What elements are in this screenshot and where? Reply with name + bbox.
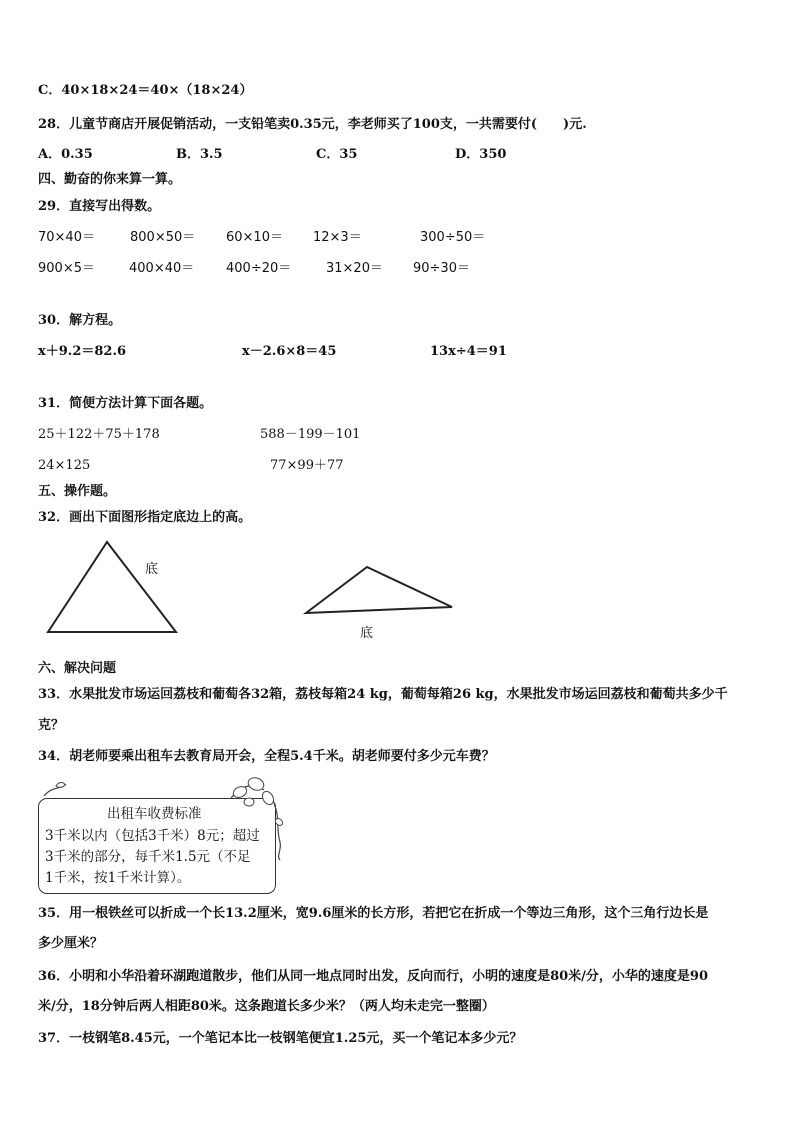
q27-option-c: C．40×18×24＝40×（18×24） [38,83,253,98]
q29-item: 70×40＝ [38,230,95,245]
triangles-figure [0,530,500,650]
q29-item: 12×3＝ [313,230,362,245]
q36-line1: 36．小明和小华沿着环湖跑道散步，他们从同一地点同时出发，反向而行，小明的速度是80米/分，小华的速度是90 [38,969,709,984]
q32-title: 32．画出下面图形指定底边上的高。 [38,510,252,525]
q33-line1: 33．水果批发市场运回荔枝和葡萄各32箱，荔枝每箱24 kg，葡萄每箱26 kg，水果批发市场运回荔枝和葡萄共多少千 [38,687,728,702]
triangle-right [306,567,452,613]
q29-title: 29．直接写出得数。 [38,199,161,214]
q29-item: 800×50＝ [130,230,196,245]
q31-title: 31．简便方法计算下面各题。 [38,396,213,411]
q35-line2: 多少厘米？ [38,936,104,951]
base-label-right: 底 [360,626,374,641]
q33-line2: 克？ [38,718,65,733]
taxi-fare-title: 出租车收费标准 [107,806,202,822]
q30-equation: 13x÷4＝91 [430,344,507,359]
q29-item: 400÷20＝ [226,261,292,276]
taxi-fare-line: 3千米以内（包括3千米）8元；超过 [45,828,260,844]
base-label-left: 底 [145,562,159,577]
q35-line1: 35．用一根铁丝可以折成一个长13.2厘米，宽9.6厘米的长方形，若把它在折成一个等边三角形，这个三角行边长是 [38,906,709,921]
q31-item: 25＋122＋75＋178 [38,427,160,442]
q31-item: 77×99＋77 [270,458,344,473]
q31-item: 588－199－101 [260,427,361,442]
q36-line2: 米/分，18分钟后两人相距80米。这条跑道长多少米？（两人均未走完一整圈） [38,999,495,1014]
q30-equation: x＋9.2＝82.6 [38,344,127,359]
section4-title: 四、勤奋的你来算一算。 [38,172,182,187]
q28-question: 28．儿童节商店开展促销活动，一支铅笔卖0.35元，李老师买了100支，一共需要付( )元. [38,117,587,132]
q29-item: 900×5＝ [38,261,95,276]
taxi-fare-line: 1千米，按1千米计算）。 [45,870,191,886]
q29-item: 400×40＝ [129,261,195,276]
q28-option-a: A．0.35 [38,147,93,162]
q29-item: 90÷30＝ [413,261,470,276]
q34-question: 34．胡老师要乘出租车去教育局开会，全程5.4千米。胡老师要付多少元车费？ [38,749,495,764]
q30-title: 30．解方程。 [38,313,122,328]
q28-option-c: C．35 [316,147,358,162]
q30-equation: x－2.6×8＝45 [242,344,337,359]
q31-item: 24×125 [38,458,91,473]
section6-title: 六、解决问题 [38,661,117,676]
q28-option-b: B．3.5 [176,147,223,162]
q29-item: 300÷50＝ [420,230,486,245]
q29-item: 60×10＝ [226,230,283,245]
q37-question: 37．一枝钢笔8.45元，一个笔记本比一枝钢笔便宜1.25元，买一个笔记本多少元？ [38,1031,523,1046]
q29-item: 31×20＝ [326,261,383,276]
q28-option-d: D．350 [455,147,507,162]
leaf-decoration-icon [36,772,286,862]
section5-title: 五、操作题。 [38,484,117,499]
taxi-fare-line: 3千米的部分，每千米1.5元（不足 [45,849,251,865]
triangle-left [48,542,176,632]
